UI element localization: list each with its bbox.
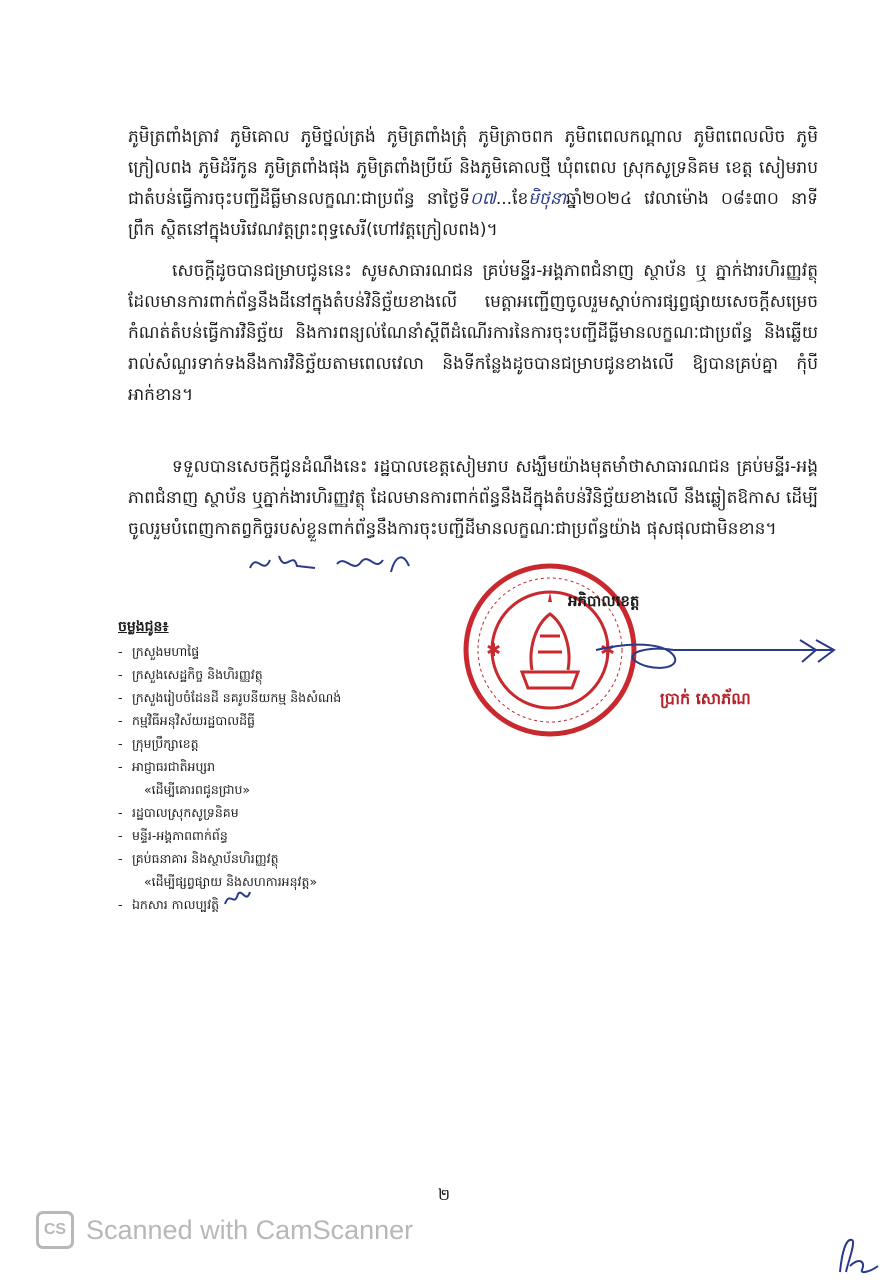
corner-handwriting <box>826 1232 882 1276</box>
cc-list <box>118 640 418 916</box>
cc-item: - ក្រសួងរៀបចំដែនដី នគរូបនីយកម្ម និងសំណង់ <box>118 690 342 705</box>
signatory-title: អភិបាលខេត្ត <box>568 592 640 610</box>
paragraph-invitation <box>128 256 818 411</box>
handwritten-initial-mark <box>222 886 252 910</box>
cc-note: «ដើម្បីគោរពជូនជ្រាប» <box>144 782 251 797</box>
cc-item: - ឯកសារ កាលប្បវត្តិ <box>118 897 220 912</box>
svg-text:✱: ✱ <box>486 640 502 661</box>
paragraph-1-text: ភូមិត្រពាំងត្រាវ ភូមិគោល ភូមិថ្នល់ត្រង់ ភូមិត្រពាំងត្រុំ ភូមិត្រាចពក ភូមិពពេលកណ្ដាល ភូមិពពេលលិច ភូមិក្រៀលពង ភូមិដំរីកូន ភូមិត្រពាំងផុង ភូមិត្រពាំងប្រីយ៍ និងភូមិគោលថ្មី ឃុំពពេល ស្រុកសូទ្រនិគម ខេត្ត សៀមរាប ជាតំបន់ធ្វើការចុះបញ្ជីដីធ្លីមានលក្ខណៈជាប្រព័ន្ធ នាថ្ងៃទី <box>128 127 818 209</box>
cc-note: «ដើម្បីផ្សព្វផ្សាយ និងសហការអនុវត្ត» <box>144 874 318 889</box>
paragraph-location-date: ភូមិត្រពាំងត្រាវ ភូមិគោល ភូមិថ្នល់ត្រង់ ភូមិត្រពាំងត្រុំ ភូមិត្រាចពក ភូមិពពេលកណ្ដាល ភូមិពពេលលិច ភូមិក្រៀលពង ភូមិដំរីកូន ភូមិត្រពាំងផុង ភូមិត្រពាំងប្រីយ៍ និងភូមិគោលថ្មី ឃុំពពេល ស្រុកសូទ្រនិគម ខេត្ត សៀមរាប ជាតំបន់ធ្វើការចុះបញ្ជីដីធ្លីមានលក្ខណៈជាប្រព័ន្ធ នាថ្ងៃទី០៧...ខែមិថុនាឆ្នាំ២០២៤ វេលាម៉ោង ០៨៖៣០ នាទីព្រឹក ស្ថិតនៅក្នុងបរិវេណវត្តព្រះពុទ្ធសេរី(ហៅវត្តក្រៀលពង)។ <box>128 127 818 240</box>
scanner-watermark <box>36 1210 413 1250</box>
svg-text:✱: ✱ <box>600 640 616 661</box>
handwritten-day: ០៧ <box>469 189 496 209</box>
cc-item: - អាជ្ញាធរជាតិអប្សរា <box>118 759 216 774</box>
cc-item: - ក្រសួងសេដ្ឋកិច្ច និងហិរញ្ញវត្ថុ <box>118 667 263 682</box>
paragraph-3-text: ទទួលបានសេចក្ដីជូនដំណឹងនេះ រដ្ឋបាលខេត្តសៀមរាប សង្ឃឹមយ៉ាងមុតមាំថាសាធារណជន គ្រប់មន្ទីរ-អង្គភាពជំនាញ ស្ថាប័ន ឬភ្នាក់ងារហិរញ្ញវត្ថុ ដែលមានការពាក់ព័ន្ធនឹងដីក្នុងតំបន់វិនិច្ឆ័យខាងលើ នឹងឆ្លៀតឱកាស ដើម្បីចូលរួមបំពេញកាតព្វកិច្ចរបស់ខ្លួនពាក់ព័ន្ធនឹងការចុះបញ្ជីដីមានលក្ខណៈជាប្រព័ន្ធយ៉ាង ផុសផុលជាមិនខាន។ <box>128 457 819 539</box>
cc-item: - កម្មវិធីអនុវិស័យរដ្ឋបាលដីធ្លី <box>118 713 255 728</box>
watermark-text: Scanned with CamScanner <box>86 1214 414 1245</box>
cc-item: - គ្រប់ធនាគារ និងស្ថាប័នហិរញ្ញវត្ថុ <box>118 851 279 866</box>
camscanner-logo-icon: CS <box>36 1211 74 1249</box>
cc-item: - រដ្ឋបាលស្រុកសូទ្រនិគម <box>118 805 239 820</box>
page-number: ២ <box>437 1185 451 1204</box>
handwritten-initials <box>245 548 415 578</box>
paragraph-2-text: សេចក្ដីដូចបានជម្រាបជូននេះ សូមសាធារណជន គ្រប់មន្ទីរ-អង្គភាពជំនាញ ស្ថាប័ន ឬ ភ្នាក់ងារហិរញ្ញវត្ថុ ដែលមានការពាក់ព័ន្ធនឹងដីនៅក្នុងតំបន់វិនិច្ឆ័យខាងលើ មេត្តាអញ្ជើញចូលរួមស្ដាប់ការផ្សព្វផ្សាយសេចក្ដីសម្រេច កំណត់តំបន់ធ្វើការវិនិច្ឆ័យ និងការពន្យល់ណែនាំស្ដីពីដំណើរការនៃការចុះបញ្ជីដីធ្លីមានលក្ខណៈជាប្រព័ន្ធ និងឆ្លើយរាល់សំណួរទាក់ទងនឹងការវិនិច្ឆ័យតាមពេលវេលា និងទីកន្លែងដូចបានជម្រាបជូនខាងលើ ឱ្យបានគ្រប់គ្នា កុំបីអាក់ខាន។ <box>128 261 818 405</box>
signatory-name: ប្រាក់ សោភ័ណ <box>660 689 751 708</box>
cc-item: - ក្រុមប្រឹក្សាខេត្ត <box>118 736 199 751</box>
cc-item: - ក្រសួងមហាផ្ទៃ <box>118 644 200 659</box>
month-label: ខែ <box>512 189 529 209</box>
paragraph-closing <box>128 452 818 545</box>
cc-item: - មន្ទីរ-អង្គភាពពាក់ព័ន្ធ <box>118 828 228 843</box>
cc-title: ចម្លងជូន៖ <box>118 619 169 635</box>
paragraph-1-tail: ឆ្នាំ២០២៤ វេលាម៉ោង ០៨៖៣០ នាទីព្រឹក ស្ថិតនៅក្នុងបរិវេណវត្តព្រះពុទ្ធសេរី(ហៅវត្តក្រៀលពង)។ <box>128 189 818 240</box>
handwritten-month: មិថុនា <box>528 189 567 209</box>
handwritten-signature <box>590 630 840 690</box>
